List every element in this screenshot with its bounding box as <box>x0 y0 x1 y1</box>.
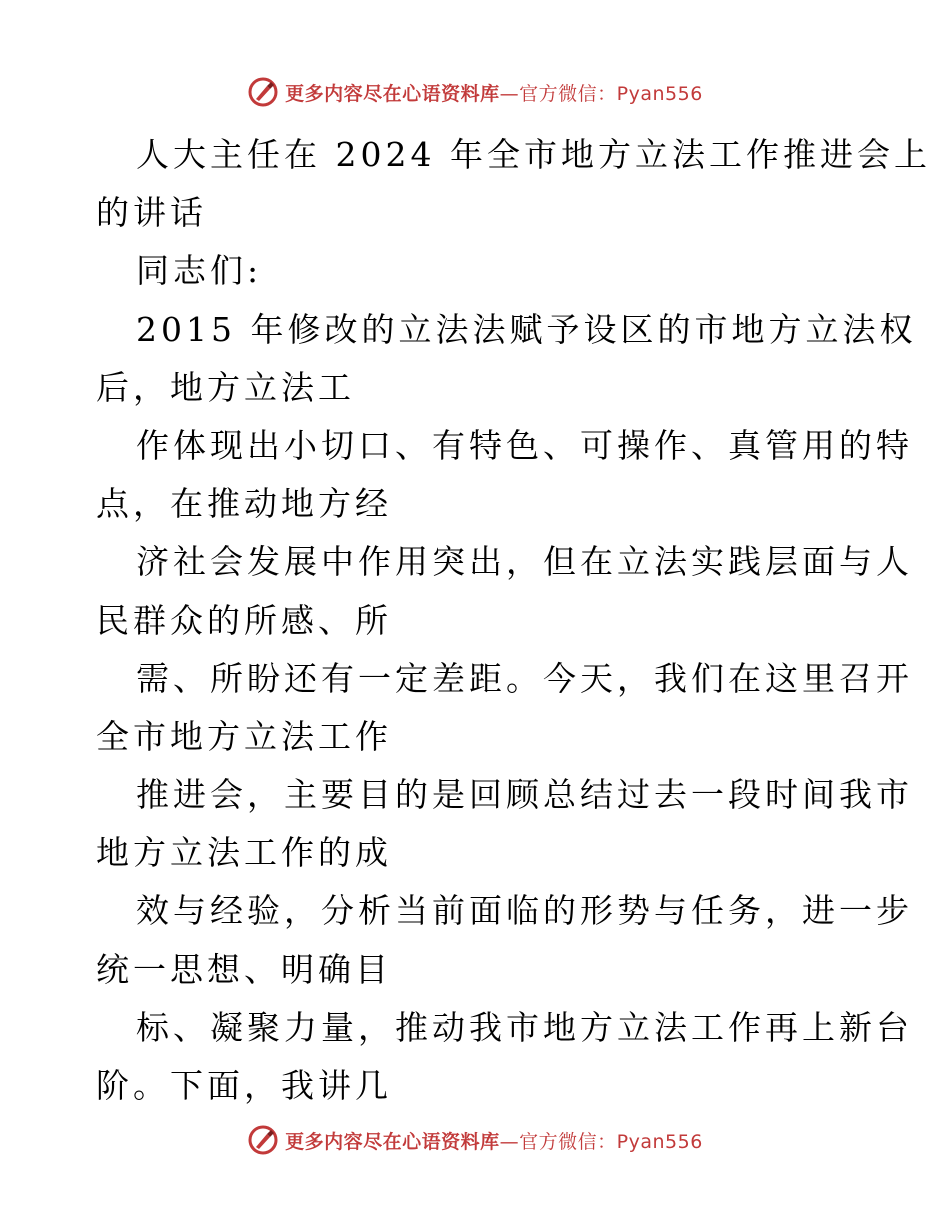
watermark-main-text: 更多内容尽在心语资料库 <box>285 82 500 105</box>
text-line: 点，在推动地方经 <box>96 484 392 524</box>
text-line: 济社会发展中作用突出，但在立法实践层面与人 <box>136 542 913 582</box>
text-line: 作体现出小切口、有特色、可操作、真管用的特 <box>136 425 913 465</box>
watermark-wechat-text: 官方微信：Pyan556 <box>519 82 703 105</box>
watermark-wechat-text: 官方微信：Pyan556 <box>519 1130 703 1153</box>
fountain-pen-seal-icon <box>247 1124 279 1156</box>
watermark-separator: — <box>499 1130 520 1153</box>
text-line: 推进会，主要目的是回顾总结过去一段时间我市 <box>136 775 913 815</box>
text-line: 后，地方立法工 <box>96 367 355 407</box>
text-line: 地方立法工作的成 <box>96 833 392 873</box>
watermark-main-text: 更多内容尽在心语资料库 <box>285 1130 500 1153</box>
text-line: 全市地方立法工作 <box>96 716 392 756</box>
text-line: 效与经验，分析当前面临的形势与任务，进一步 <box>136 891 913 931</box>
text-line: 同志们: <box>136 251 263 291</box>
text-line: 人大主任在 2024 年全市地方立法工作推进会上 <box>136 135 931 174</box>
text-line: 民群众的所感、所 <box>96 600 392 640</box>
watermark-separator: — <box>499 82 520 105</box>
text-line: 的讲话 <box>96 193 207 233</box>
text-line: 标、凝聚力量，推动我市地方立法工作再上新台 <box>136 1007 913 1047</box>
text-line: 统一思想、明确目 <box>96 949 392 989</box>
watermark-text <box>285 79 703 106</box>
watermark-text <box>285 1127 703 1154</box>
text-line: 阶。下面，我讲几 <box>96 1066 392 1105</box>
header-watermark <box>0 72 950 112</box>
text-line: 2015 年修改的立法法赋予设区的市地方立法权 <box>136 309 917 349</box>
document-body <box>96 126 931 1115</box>
fountain-pen-seal-icon <box>247 76 279 108</box>
footer-watermark <box>0 1120 950 1160</box>
text-line: 需、所盼还有一定差距。今天，我们在这里召开 <box>136 658 913 698</box>
